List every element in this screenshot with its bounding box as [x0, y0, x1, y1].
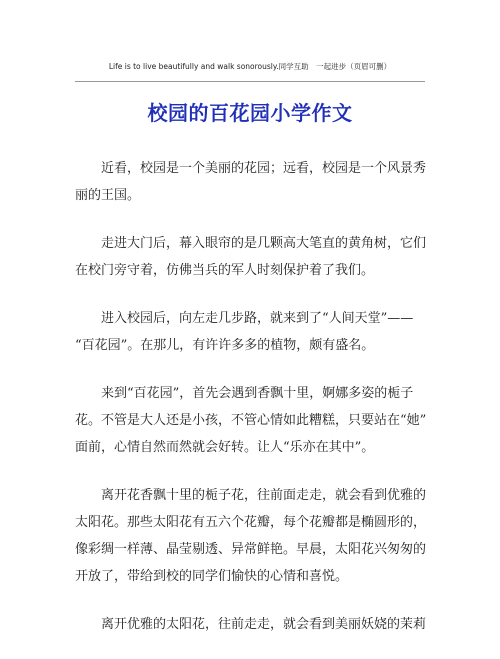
paragraph-line: 来到“百花园”，首先会遇到香飘十里，婀娜多姿的栀子 — [101, 386, 414, 401]
paragraph-line: 花。不管是大人还是小孩，不管心情如此糟糕，只要站在“她” — [75, 413, 427, 428]
paragraph-line: 离开优雅的太阳花，往前走走，就会看到美丽妖娆的茉莉 — [101, 617, 427, 632]
paragraph-line: 走进大门后，幕入眼帘的是几颗高大笔直的黄角树，它们 — [101, 236, 427, 251]
paragraph — [75, 305, 427, 359]
paragraph-line: 在校门旁守着，仿佛当兵的军人时刻保护着了我们。 — [75, 263, 375, 278]
paragraph — [75, 380, 427, 461]
paragraph — [75, 230, 427, 284]
document-title: 校园的百花园小学作文 — [147, 101, 353, 125]
paragraph-line: 太阳花。那些太阳花有五六个花瓣，每个花瓣都是椭圆形的， — [75, 515, 427, 530]
paragraph-line: 开放了，带给到校的同学们愉快的心情和喜悦。 — [75, 569, 349, 584]
paragraph-line: 丽的王国。 — [75, 188, 141, 203]
page-header: Life is to live beautifully and walk sonorously.同学互助 一起进步（页眉可删） — [108, 62, 392, 71]
paragraph-line: “百花园”。在那儿，有许许多多的植物，颇有盛名。 — [75, 338, 375, 353]
paragraph — [75, 611, 427, 638]
paragraph-line: 面前，心情自然而然就会好转。让人“乐亦在其中”。 — [75, 440, 375, 455]
header-divider — [75, 81, 425, 82]
article-body — [75, 155, 427, 659]
paragraph — [75, 482, 427, 590]
paragraph-line: 离开花香飘十里的栀子花，往前面走走，就会看到优雅的 — [101, 488, 427, 503]
paragraph-line: 进入校园后，向左走几步路，就来到了“人间天堂”—— — [101, 311, 414, 326]
paragraph-line: 近看，校园是一个美丽的花园；远看，校园是一个风景秀 — [101, 161, 427, 176]
paragraph — [75, 155, 427, 209]
paragraph-line: 像彩绸一样薄、晶莹剔透、异常鲜艳。早晨，太阳花兴匆匆的 — [75, 542, 427, 557]
